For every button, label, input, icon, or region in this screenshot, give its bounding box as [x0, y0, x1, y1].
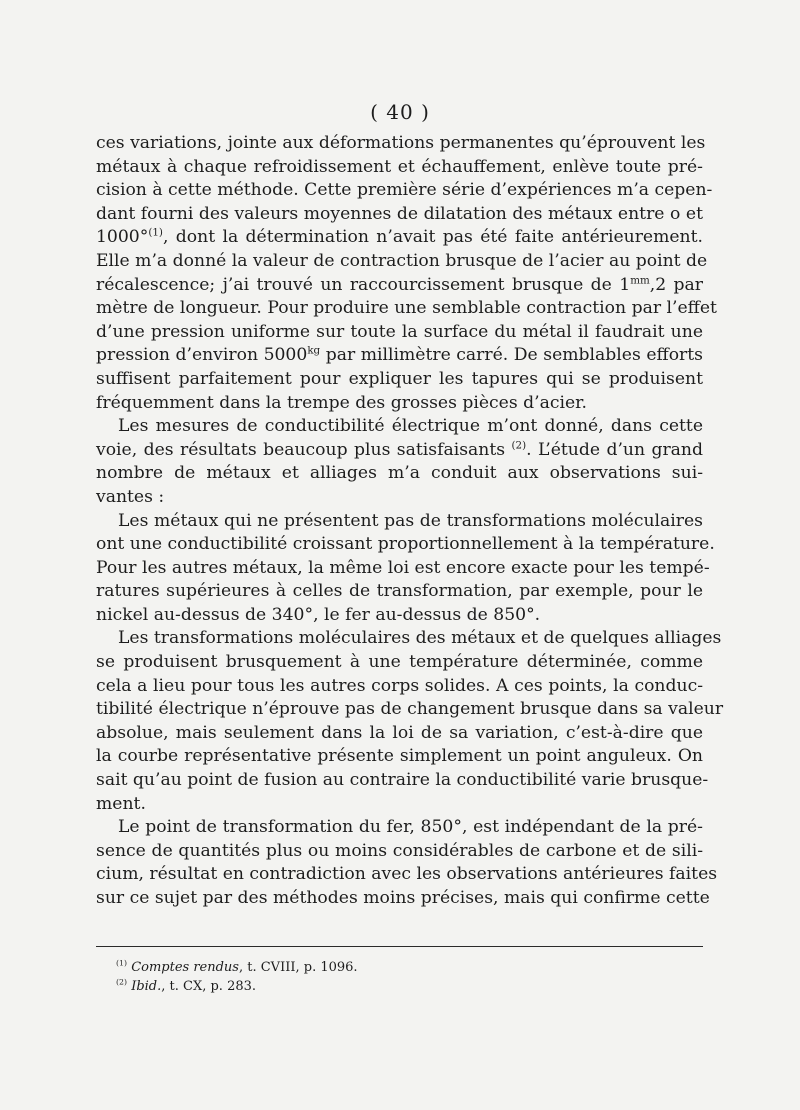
text-line: vantes :: [96, 486, 165, 507]
text-line: [96, 344, 703, 368]
text-line: [96, 274, 703, 298]
text-line: ont une conductibilité croissant proportionnellement à la température.: [96, 534, 715, 555]
text-line: cium, résultat en contradiction avec les observations antérieures faites: [96, 864, 718, 885]
text-line: cela a lieu pour tous les autres corps solides. A ces points, la conduc-: [96, 675, 703, 696]
text-line: Les métaux qui ne présentent pas de transformations moléculaires: [118, 510, 703, 531]
text-segment: par millimètre carré. De semblables efforts: [320, 345, 703, 366]
superscript: kg: [307, 344, 321, 357]
text-segment: 1000°: [96, 227, 149, 248]
footnote-mark: (2): [116, 977, 128, 987]
text-line: la courbe représentative présente simplement un point anguleux. On: [96, 746, 703, 767]
text-segment: dant fourni des valeurs moyennes de dilatation des métaux entre o et: [96, 203, 703, 224]
text-line: d’une pression uniforme sur toute la surface du métal il faudrait une: [96, 321, 703, 342]
text-segment: . L’étude d’un grand: [526, 439, 703, 460]
footnote-reference: , t. CVIII, p. 1096.: [238, 960, 358, 975]
text-line: sur ce sujet par des méthodes moins précises, mais qui confirme cette: [96, 888, 710, 908]
text-line: Elle m’a donné la valeur de contraction brusque de l’acier au point de: [96, 250, 708, 271]
text-line: nickel au-dessus de 340°, le fer au-dessus de 850°.: [96, 604, 541, 625]
text-line: ment.: [96, 793, 146, 814]
text-line: Les mesures de conductibilité électrique m’ont donné, dans cette: [118, 416, 703, 437]
text-line: sait qu’au point de fusion au contraire la conductibilité varie brusque-: [96, 770, 709, 791]
footnote-reference: , t. CX, p. 283.: [161, 979, 257, 994]
text-line: fréquemment dans la trempe des grosses pièces d’acier.: [96, 392, 587, 413]
footnote-source: Ibid.: [131, 979, 162, 994]
text-line: nombre de métaux et alliages m’a conduit aux observations sui-: [96, 463, 703, 484]
text-line: sence de quantités plus ou moins considérables de carbone et de sili-: [96, 840, 703, 861]
superscript: (2): [511, 438, 527, 451]
footnote-rule: [96, 946, 703, 947]
body-text: [96, 132, 724, 911]
text-segment: voie, des résultats beaucoup plus satisfaisants: [96, 439, 512, 460]
text-line: tibilité électrique n’éprouve pas de changement brusque dans sa valeur: [96, 699, 724, 720]
footnote: [116, 977, 358, 996]
text-segment: pression d’environ 5000: [96, 345, 308, 366]
superscript: mm: [630, 273, 650, 286]
text-line: absolue, mais seulement dans la loi de sa variation, c’est-à-dire que: [96, 722, 703, 743]
page-number: ( 40 ): [370, 100, 430, 124]
text-segment: ,2 par: [649, 274, 703, 295]
text-line: ratures supérieures à celles de transformation, par exemple, pour le: [96, 581, 703, 602]
footnote-mark: (1): [116, 958, 128, 968]
text-line: [96, 226, 703, 250]
superscript: (1): [148, 226, 163, 239]
text-line: mètre de longueur. Pour produire une semblable contraction par l’effet: [96, 298, 717, 319]
text-line: Le point de transformation du fer, 850°, est indépendant de la pré-: [118, 817, 703, 838]
footnote-source: Comptes rendus: [131, 960, 239, 975]
text-line: métaux à chaque refroidissement et échauffement, enlève toute pré-: [96, 156, 703, 177]
text-segment: récalescence; j’ai trouvé un raccourcissement brusque de 1: [96, 274, 631, 295]
text-line: [96, 439, 703, 463]
text-line: suffisent parfaitement pour expliquer les tapures qui se produisent: [96, 368, 703, 389]
text-line: [96, 203, 703, 227]
text-line: Les transformations moléculaires des métaux et de quelques alliages: [118, 628, 722, 649]
text-line: Pour les autres métaux, la même loi est encore exacte pour les tempé-: [96, 557, 710, 578]
text-line: ces variations, jointe aux déformations permanentes qu’éprouvent les: [96, 133, 706, 153]
text-line: se produisent brusquement à une température déterminée, comme: [96, 652, 703, 673]
text-line: cision à cette méthode. Cette première série d’expériences m’a cepen-: [96, 180, 713, 201]
text-segment: , dont la détermination n’avait pas été faite antérieurement.: [162, 227, 703, 248]
footnote: [116, 958, 358, 977]
footnotes: [116, 958, 358, 996]
